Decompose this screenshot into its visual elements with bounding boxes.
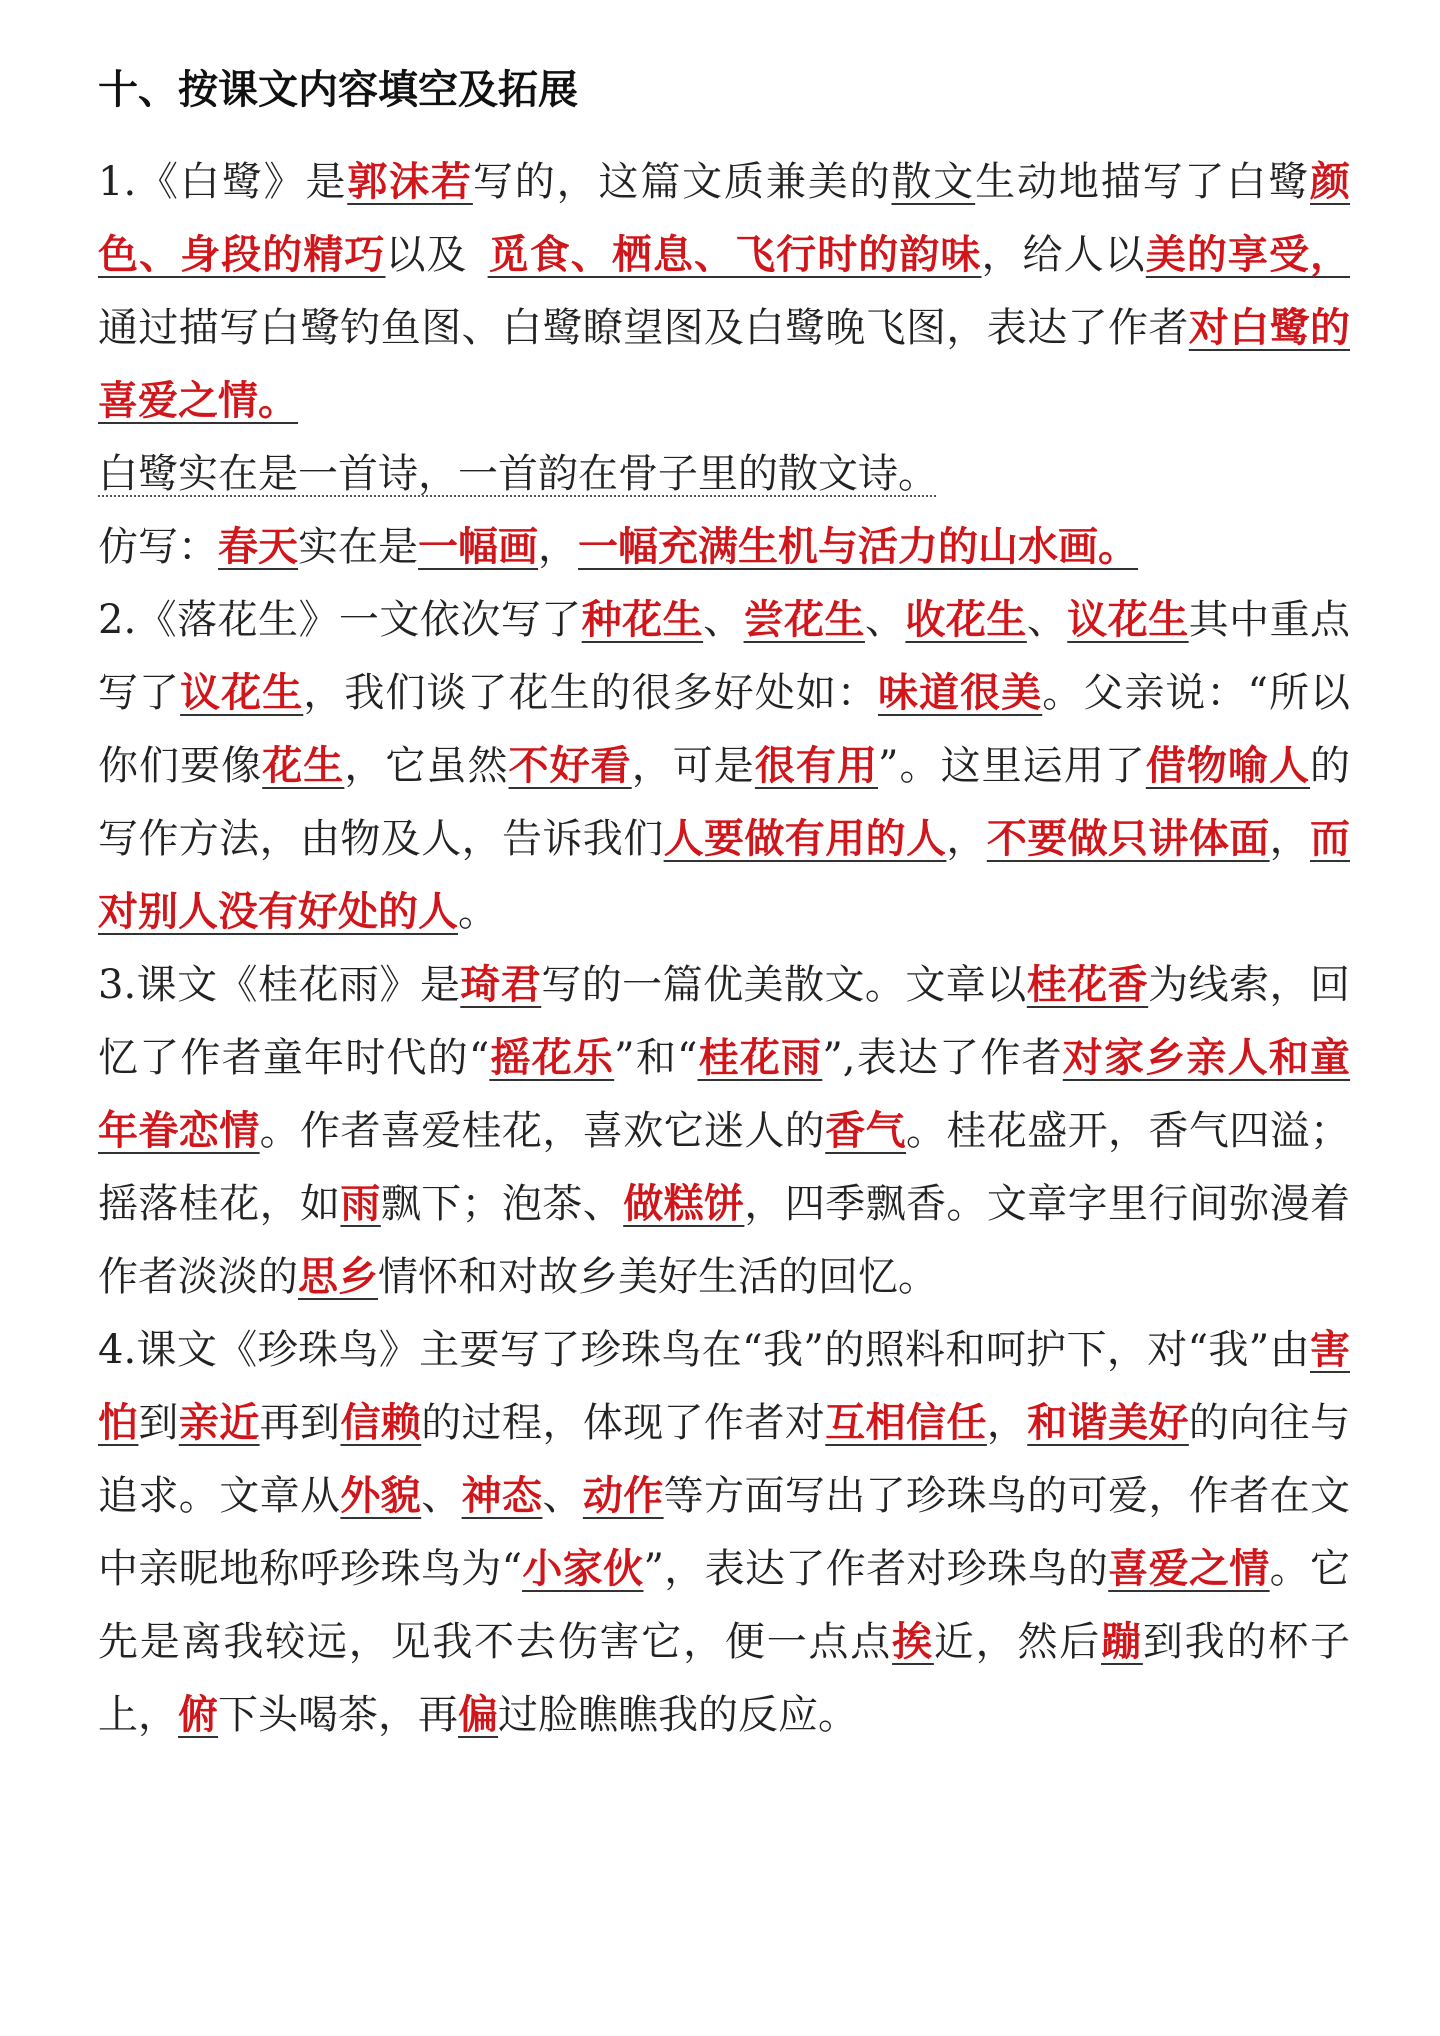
text: ， [538, 524, 578, 570]
text: 实在是 [298, 524, 418, 570]
answer-blank: 而对别人没有好处的人 [98, 816, 1351, 935]
answer-blank: 桂花雨 [697, 1035, 823, 1081]
answer-blank: 收花生 [905, 597, 1027, 643]
answer-blank: 亲近 [178, 1400, 260, 1446]
text: 近，然后 [933, 1619, 1102, 1665]
answer-blank: 郭沫若 [347, 159, 473, 205]
answer-blank: 对家乡亲人和童年眷恋情 [98, 1035, 1351, 1154]
imitation-line [98, 511, 1350, 584]
answer-blank: 做糕饼 [623, 1181, 745, 1227]
text: ，我们谈了花生的很多好处如： [303, 670, 878, 716]
text: 。父亲说：“所以你们要像 [98, 670, 1351, 789]
answer-blank: 蹦 [1101, 1619, 1143, 1665]
imitation-label: 仿写： [98, 524, 218, 570]
text: 通过描写白鹭钓鱼图、白鹭瞭望图及白鹭晚飞图，表达了作者 [98, 305, 1189, 351]
text: ”,表达了作者 [822, 1035, 1063, 1081]
text: 2.《落花生》一文依次写了 [98, 597, 582, 643]
text: 、 [421, 1473, 462, 1519]
text: 。它先是离我较远，见我不去伤害它，便一点点 [98, 1546, 1351, 1665]
answer-blank: 种花生 [581, 597, 704, 643]
text: 。 [458, 889, 498, 935]
text: 写的，这篇文质兼美的 [472, 159, 892, 205]
answer-blank: 挨 [892, 1619, 934, 1665]
answer-blank: 动作 [582, 1473, 664, 1519]
answer-blank: 害怕 [98, 1327, 1350, 1446]
text: 到我的杯子上， [98, 1619, 1351, 1738]
example-sentence [98, 438, 1350, 511]
section-title: 十、按课文内容填空及拓展 [98, 67, 578, 113]
answer-blank: 议花生 [180, 670, 304, 716]
text: 以及 [385, 232, 468, 278]
text: 过脸瞧瞧我的反应。 [498, 1692, 858, 1738]
text: 飘下；泡茶、 [380, 1181, 624, 1227]
text: 。作者喜爱桂花，喜欢它迷人的 [259, 1108, 826, 1154]
text: 、 [542, 1473, 583, 1519]
answer-blank: 不好看 [508, 743, 632, 789]
answer-blank: 美的享受， [1145, 232, 1351, 278]
text: ， [946, 816, 987, 862]
text: 。桂花盛开，香气四溢；摇落桂花，如 [98, 1108, 1351, 1227]
answer-blank: 颜色、身段的精巧 [98, 159, 1351, 278]
answer-blank: 思乡 [298, 1254, 378, 1300]
text: 为线索，回忆了作者童年时代的“ [98, 962, 1350, 1081]
answer-blank: 觅食、栖息、飞行时的韵味 [487, 232, 982, 278]
text: 4.课文《珍珠鸟》主要写了珍珠鸟在“我”的照料和呵护下，对“我”由 [98, 1327, 1310, 1373]
answer-blank: 议花生 [1067, 597, 1189, 643]
question-1 [98, 146, 1350, 438]
answer-blank: 一幅画 [418, 524, 538, 570]
answer-blank: 小家伙 [522, 1546, 644, 1592]
answer-blank: 雨 [340, 1181, 381, 1227]
text: ，它虽然 [344, 743, 509, 789]
text: 3.课文《桂花雨》是 [98, 962, 461, 1008]
answer-blank: 一幅充满生机与活力的山水画。 [578, 524, 1138, 570]
text: 、 [1026, 597, 1068, 643]
answer-blank: 人要做有用的人 [663, 816, 947, 862]
answer-blank: 对白鹭的喜爱之情。 [98, 305, 1351, 424]
answer-blank: 偏 [458, 1692, 498, 1738]
question-4 [98, 1314, 1350, 1752]
text: ”。这里运用了 [878, 743, 1146, 789]
answer-blank: 桂花香 [1026, 962, 1149, 1008]
answer-blank: 不要做只讲体面 [986, 816, 1270, 862]
answer-blank: 借物喻人 [1145, 743, 1311, 789]
answer-blank: 很有用 [754, 743, 879, 789]
answer-blank: 摇花乐 [489, 1035, 615, 1081]
question-2 [98, 584, 1350, 949]
text: ，给人以 [981, 232, 1146, 278]
answer-blank: 喜爱之情 [1108, 1546, 1270, 1592]
text: 的写作方法，由物及人，告诉我们 [98, 743, 1351, 862]
text: ， [986, 1400, 1028, 1446]
text: ， [1269, 816, 1311, 862]
answer-blank: 俯 [178, 1692, 218, 1738]
answer-blank: 神态 [461, 1473, 543, 1519]
answer-blank: 香气 [825, 1108, 907, 1154]
text: 的过程，体现了作者对 [421, 1400, 826, 1446]
question-3 [98, 949, 1350, 1314]
example-text: 白鹭实在是一首诗，一首韵在骨子里的散文诗。 [98, 451, 938, 497]
answer-blank: 尝花生 [743, 597, 865, 643]
text: 、 [864, 597, 906, 643]
underlined-text: 散文 [891, 159, 976, 205]
text: 等方面写出了珍珠鸟的可爱，作者在文中亲昵地称呼珍珠鸟为“ [98, 1473, 1351, 1592]
text: ，四季飘香。文章字里行间弥漫着作者淡淡的 [98, 1181, 1351, 1300]
answer-blank: 外貌 [340, 1473, 422, 1519]
answer-blank: 花生 [262, 743, 345, 789]
answer-blank: 琦君 [460, 962, 542, 1008]
text: ，可是 [631, 743, 755, 789]
text: 下头喝茶，再 [218, 1692, 458, 1738]
answer-blank: 味道很美 [878, 670, 1043, 716]
text: 其中重点写了 [98, 597, 1351, 716]
text: 到 [138, 1400, 179, 1446]
answer-blank: 春天 [218, 524, 298, 570]
text: 、 [703, 597, 744, 643]
text: 1.《白鹭》是 [98, 159, 348, 205]
text: 情怀和对故乡美好生活的回忆。 [378, 1254, 938, 1300]
text: 再到 [259, 1400, 341, 1446]
text: 写的一篇优美散文。文章以 [541, 962, 1027, 1008]
answer-blank: 和谐美好 [1027, 1400, 1189, 1446]
text: 的向往与追求。文章从 [98, 1400, 1351, 1519]
text: ”，表达了作者对珍珠鸟的 [643, 1546, 1109, 1592]
answer-blank: 信赖 [340, 1400, 422, 1446]
answer-blank: 互相信任 [825, 1400, 987, 1446]
text: ”和“ [614, 1035, 698, 1081]
text: 生动地描写了白鹭 [975, 159, 1311, 205]
